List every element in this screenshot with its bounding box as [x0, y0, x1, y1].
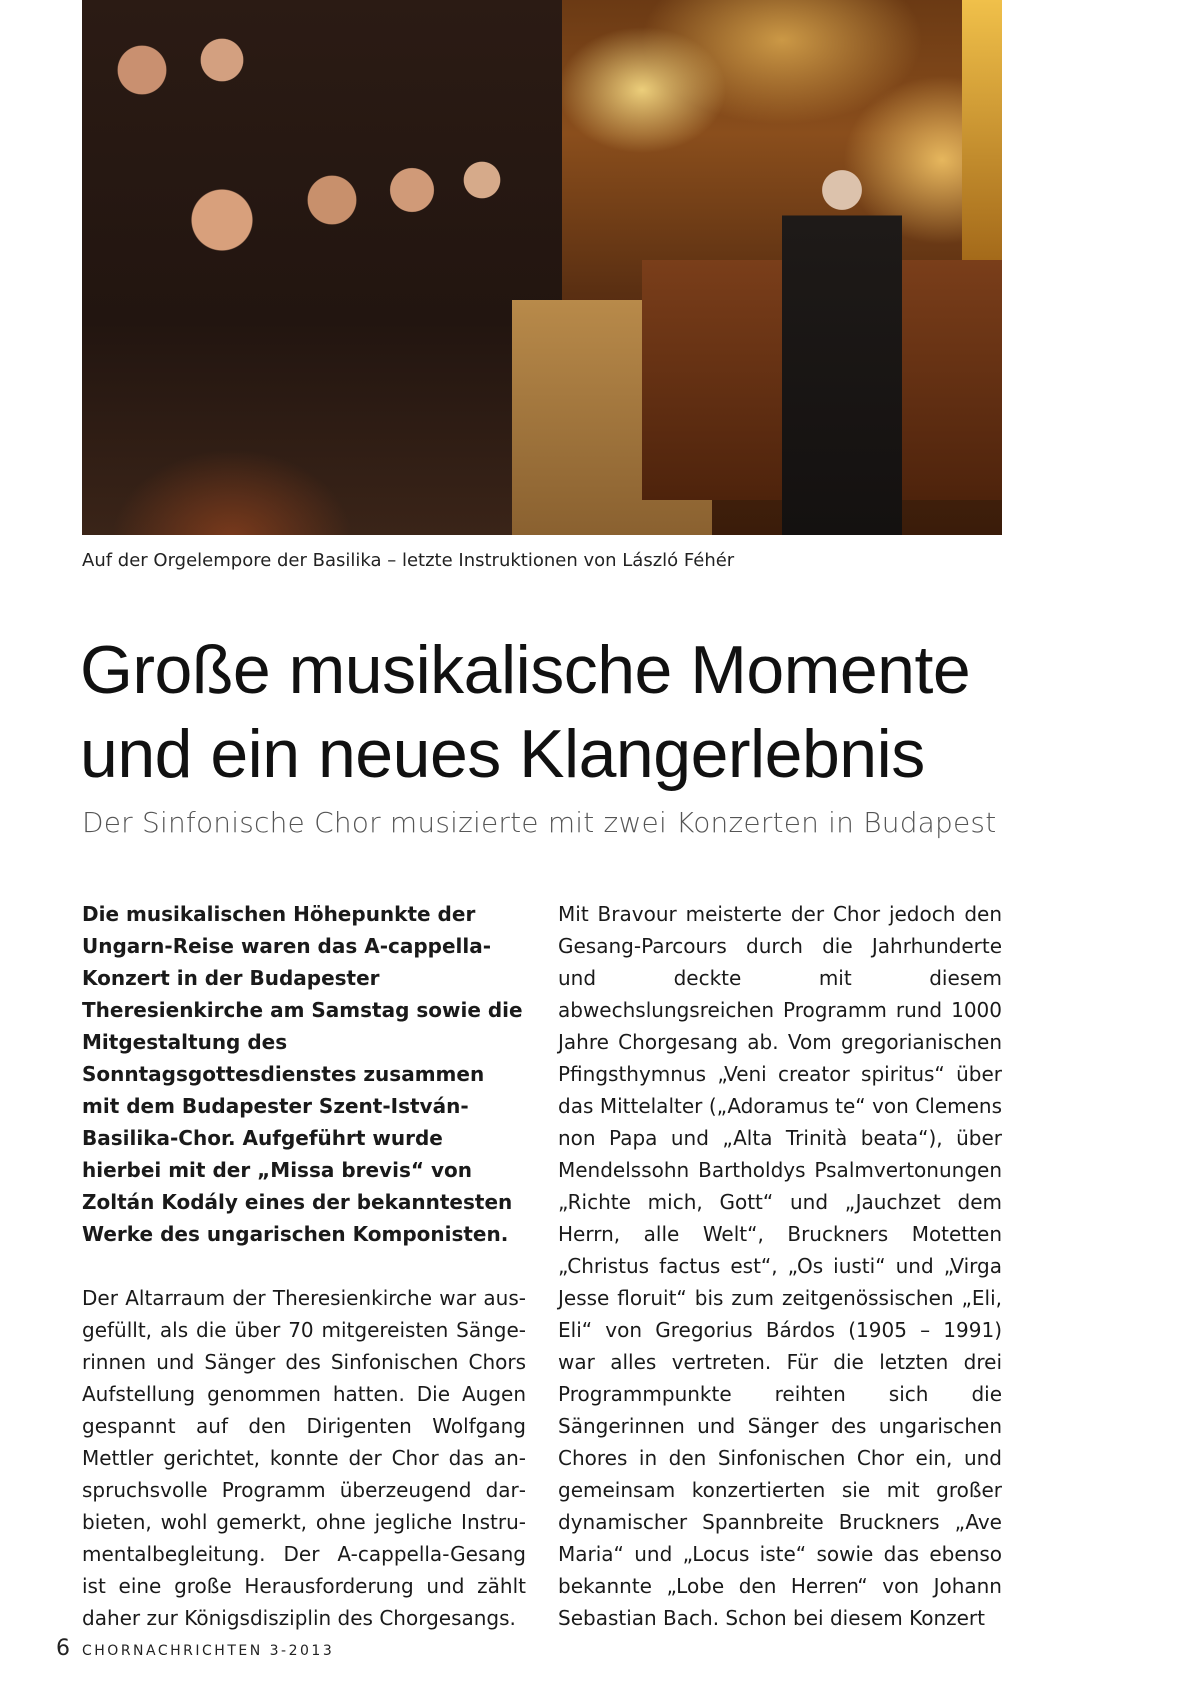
article-headline: Große musikalische Momente und ein neues Klangerlebnis [80, 632, 971, 792]
article-subtitle: Der Sinfonische Chor musizierte mit zwei Konzerten in Budapest [82, 806, 997, 839]
page-footer [56, 1636, 334, 1666]
article-paragraph: Mit Bravour meisterte der Chor jedoch den Gesang-Parcours durch die Jahrhunderte und deckte mit diesem abwechslungsreichen Programm rund 1000 Jahre Chorgesang ab. Vom gregorianischen Pfingsthymnus „Veni creator spiritus“ über das Mittelalter („Adoramus te“ von Clemens non Papa und „Alta Trinità beata“), über Mendelssohn Bartholdys Psalmvertonungen „Richte mich, Gott“ und „Jauchzet dem Herrn, alle Welt“, Bruckners Motetten „Christus factus est“, „Os iusti“ und „Virga Jesse floruit“ bis zum zeitgenössischen „Eli, Eli“ von Gregorius Bárdos (1905 – 1991) war alles vertreten. Für die letzten drei Programmpunkte reihten sich die Sängerinnen und Sänger des ungarischen Chores in den Sinfonischen Chor ein, und gemeinsam konzertierten sie mit großer dynamischer Spannbreite Bruckners „Ave Maria“ und „Locus iste“ sowie das ebenso bekannte „Lobe den Herren“ von Johann Sebastian Bach. Schon bei diesem Konzert [558, 902, 1002, 1630]
foreground-head [82, 360, 402, 535]
conductor-figure [782, 160, 902, 535]
article-column-left [82, 898, 526, 1634]
photo-caption: Auf der Orgelempore der Basilika – letzte Instruktionen von László Féhér [82, 550, 735, 571]
page-number: 6 [56, 1636, 70, 1661]
article-lead: Die musikalischen Höhepunkte der Ungarn-Reise waren das A-cappella-Konzert in der Budapester Theresienkirche am Samstag sowie die Mitgestaltung des Sonntagsgottesdienstes zusammen mit dem Budapester Szent-István-Basilika-Chor. Aufgeführt wurde hierbei mit der „Missa brevis“ von Zoltán Kodály eines der bekanntesten Werke des ungarischen Komponisten. [82, 902, 523, 1246]
article-paragraph: Der Altarraum der Theresienkirche war ausgefüllt, als die über 70 mitgereisten Sängerinnen und Sänger des Sinfonischen Chors Aufstellung genommen hatten. Die Augen gespannt auf den Dirigenten Wolfgang Mettler gerichtet, konnte der Chor das anspruchsvolle Programm überzeugend darbieten, wohl gemerkt, ohne jegliche Instrumentalbegleitung. Der A-cappella-Gesang ist eine große Herausforderung und zählt daher zur Königsdisziplin des Chorgesangs. [82, 1286, 526, 1630]
golden-ornament [962, 0, 1002, 260]
publication-name: CHORNACHRICHTEN 3-2013 [82, 1643, 335, 1659]
article-photo [82, 0, 1002, 535]
article-column-right [558, 898, 1002, 1634]
